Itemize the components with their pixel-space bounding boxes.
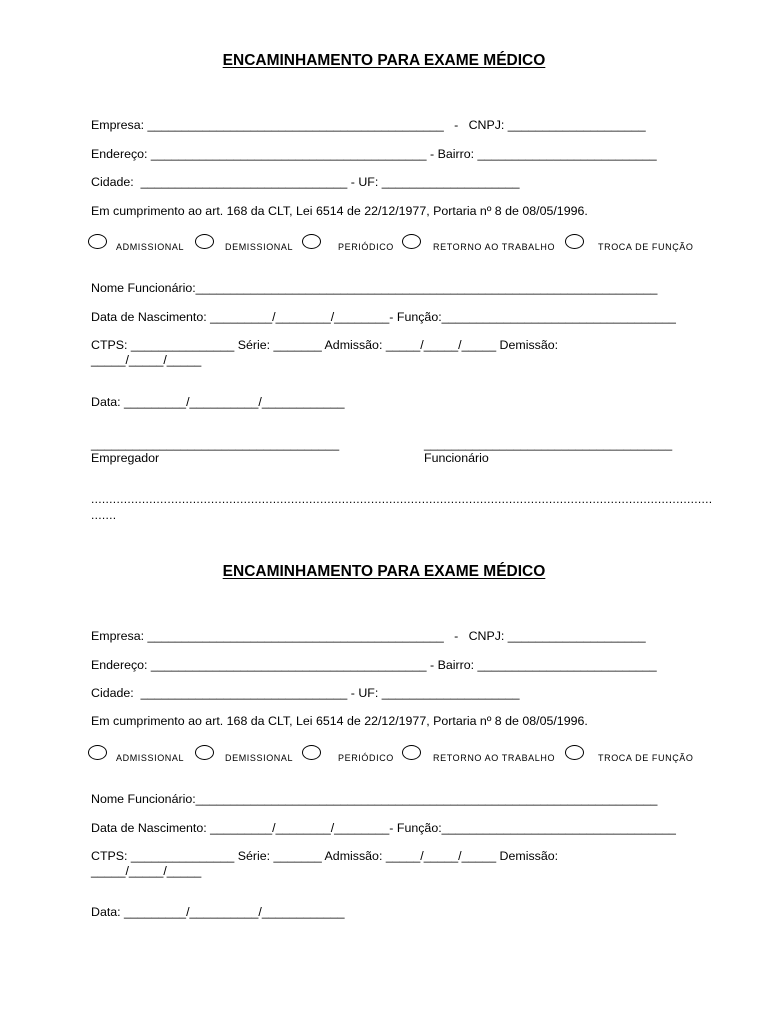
troca-de-funcao-label: TROCA DE FUNÇÃO	[598, 242, 694, 252]
funcionario-label: Funcionário	[424, 451, 489, 465]
ctps-field[interactable]: CTPS: _______________ Série: _______ Admissão: _____/_____/_____ Demissão:	[91, 849, 559, 863]
cumprimento-text: Em cumprimento ao art. 168 da CLT, Lei 6514 de 22/12/1977, Portaria nº 8 de 08/05/1996.	[91, 714, 588, 728]
funcionario-signature-line[interactable]: ____________________________________	[424, 437, 673, 451]
demissao-date-field[interactable]: _____/_____/_____	[91, 353, 202, 367]
demissional-label: DEMISSIONAL	[225, 242, 294, 252]
endereco-bairro-field[interactable]: Endereço: ________________________________________ - Bairro: __________________________	[91, 147, 657, 161]
demissional-radio[interactable]	[195, 234, 214, 249]
cidade-uf-field[interactable]: Cidade: ______________________________ - UF: ____________________	[91, 175, 520, 189]
nome-funcionario-field[interactable]: Nome Funcionário:___________________________________________________________________	[91, 281, 658, 295]
cut-line: ...........................................................................................................................................................................	[91, 492, 713, 506]
admissional-radio[interactable]	[88, 745, 107, 760]
cut-line-continuation: .......	[91, 508, 117, 522]
retorno-ao-trabalho-radio[interactable]	[402, 234, 421, 249]
nascimento-funcao-field[interactable]: Data de Nascimento: _________/________/________- Função:__________________________________	[91, 821, 676, 835]
periodico-radio[interactable]	[302, 745, 321, 760]
endereco-bairro-field[interactable]: Endereço: ________________________________________ - Bairro: __________________________	[91, 658, 657, 672]
demissao-date-field[interactable]: _____/_____/_____	[91, 864, 202, 878]
cidade-uf-field[interactable]: Cidade: ______________________________ - UF: ____________________	[91, 686, 520, 700]
form-title: ENCAMINHAMENTO PARA EXAME MÉDICO	[222, 563, 546, 580]
admissional-radio[interactable]	[88, 234, 107, 249]
nascimento-funcao-field[interactable]: Data de Nascimento: _________/________/________- Função:__________________________________	[91, 310, 676, 324]
periodico-radio[interactable]	[302, 234, 321, 249]
empresa-cnpj-field[interactable]: Empresa: ___________________________________________ - CNPJ: ____________________	[91, 629, 646, 643]
empregador-label: Empregador	[91, 451, 160, 465]
troca-de-funcao-radio[interactable]	[565, 745, 584, 760]
demissional-radio[interactable]	[195, 745, 214, 760]
admissional-label: ADMISSIONAL	[116, 753, 185, 763]
periodico-label: PERIÓDICO	[338, 753, 394, 763]
retorno-ao-trabalho-label: RETORNO AO TRABALHO	[433, 753, 556, 763]
cumprimento-text: Em cumprimento ao art. 168 da CLT, Lei 6514 de 22/12/1977, Portaria nº 8 de 08/05/1996.	[91, 204, 588, 218]
admissional-label: ADMISSIONAL	[116, 242, 185, 252]
demissional-label: DEMISSIONAL	[225, 753, 294, 763]
empregador-signature-line[interactable]: ____________________________________	[91, 437, 340, 451]
retorno-ao-trabalho-radio[interactable]	[402, 745, 421, 760]
data-field[interactable]: Data: _________/__________/____________	[91, 905, 345, 919]
form-title: ENCAMINHAMENTO PARA EXAME MÉDICO	[222, 52, 546, 69]
ctps-field[interactable]: CTPS: _______________ Série: _______ Admissão: _____/_____/_____ Demissão:	[91, 338, 559, 352]
troca-de-funcao-radio[interactable]	[565, 234, 584, 249]
empresa-cnpj-field[interactable]: Empresa: ___________________________________________ - CNPJ: ____________________	[91, 118, 646, 132]
retorno-ao-trabalho-label: RETORNO AO TRABALHO	[433, 242, 556, 252]
nome-funcionario-field[interactable]: Nome Funcionário:___________________________________________________________________	[91, 792, 658, 806]
troca-de-funcao-label: TROCA DE FUNÇÃO	[598, 753, 694, 763]
periodico-label: PERIÓDICO	[338, 242, 394, 252]
data-field[interactable]: Data: _________/__________/____________	[91, 395, 345, 409]
